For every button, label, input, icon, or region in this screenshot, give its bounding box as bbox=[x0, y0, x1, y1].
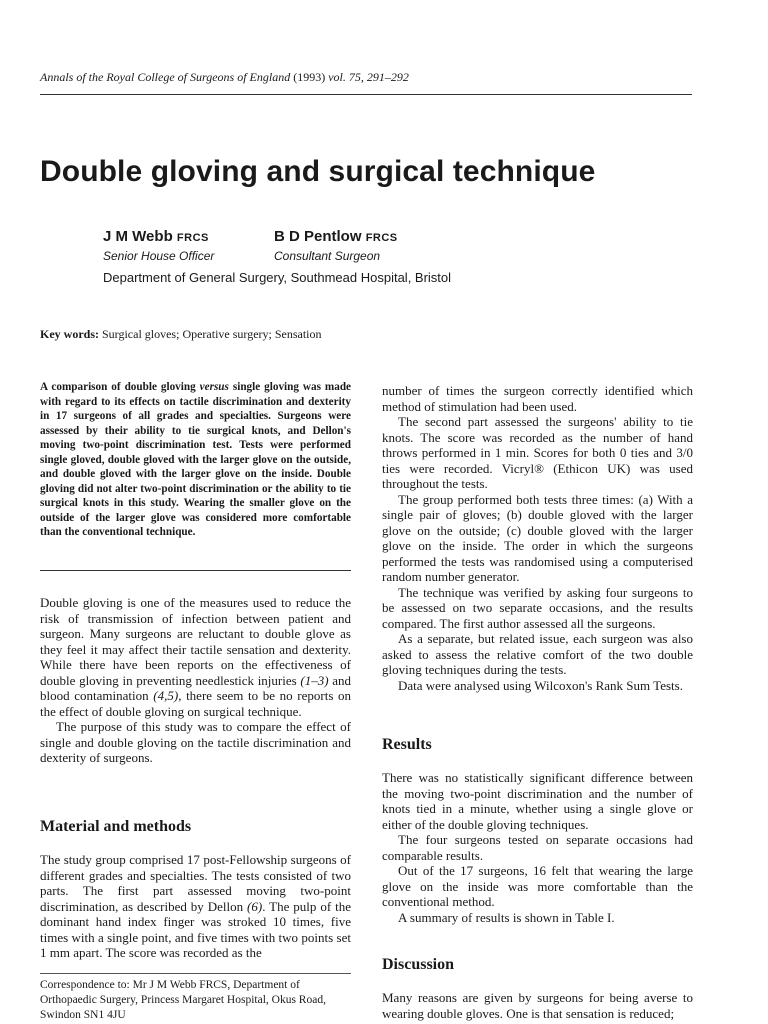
right-paragraph-6: Data were analysed using Wilcoxon's Rank Sum Tests. bbox=[398, 677, 683, 693]
results-paragraph-3: Out of the 17 surgeons, 16 felt that wearing the large glove on the inside was more comfortable than the conventional method. bbox=[382, 863, 693, 909]
abstract-rule bbox=[40, 570, 351, 571]
methods-continued bbox=[382, 383, 693, 693]
abstract-part-a: A comparison of double gloving bbox=[40, 381, 196, 393]
journal-name: Annals of the Royal College of Surgeons of England bbox=[40, 70, 291, 84]
abstract-versus: versus bbox=[199, 381, 229, 393]
results-heading: Results bbox=[382, 736, 432, 753]
right-paragraph-3: The group performed both tests three times: (a) With a single pair of gloves; (b) double gloved with the larger glove on the outside; (c) double gloved with the larger glove on the inside. The order in which the surgeons performed the tests was randomised using a computerised random number generator. bbox=[382, 491, 693, 584]
abstract bbox=[40, 380, 351, 540]
footnote-rule bbox=[40, 973, 351, 974]
author-1 bbox=[103, 228, 214, 263]
citation-4-5: (4,5) bbox=[153, 688, 179, 703]
results-paragraph-1: There was no statistically significant difference between the moving two-point discrimination and the number of knots tied in a minute, whether using a single glove or either of the double gloving techniques. bbox=[382, 770, 693, 832]
correspondence-footnote: Correspondence to: Mr J M Webb FRCS, Department of Orthopaedic Surgery, Princess Margaret Hospital, Okus Road, Swindon SN1 4JU bbox=[40, 979, 326, 1021]
discussion-heading: Discussion bbox=[382, 956, 455, 973]
abstract-part-b: single gloving was made with regard to its effects on tactile discrimination and dexterity in 17 surgeons of all grades and specialties. Surgeons were assessed by their ability to tie surgical knots, and Dellon's moving two-point discrimination test. Tests were performed single gloved, double gloved with the larger glove on the outside, and double gloved with the larger glove on the inside. Double gloving did not alter two-point discrimination or the ability to tie surgical knots in this study. Wearing the smaller glove on the outside of the larger glove was considered more comfortable than the conventional technique. bbox=[40, 381, 352, 538]
author-2-name: B D Pentlow bbox=[274, 228, 362, 245]
results-section bbox=[382, 770, 693, 925]
author-1-role: Senior House Officer bbox=[103, 249, 215, 263]
intro-paragraph-2: The purpose of this study was to compare the effect of single and double gloving on the tactile discrimination and dexterity of surgeons. bbox=[40, 719, 351, 765]
discussion-paragraph-1: Many reasons are given by surgeons for being averse to wearing double gloves. One is that sensation is reduced; bbox=[382, 990, 693, 1021]
introduction bbox=[40, 595, 351, 766]
right-paragraph-2: The second part assessed the surgeons' ability to tie knots. The score was recorded as the number of hand throws performed in 1 min. Scores for both 0 ties and 3/0 ties were recorded. Vicryl® (Ethicon UK) was used throughout the tests. bbox=[382, 414, 693, 491]
citation-6: (6) bbox=[247, 898, 263, 914]
journal-volume: vol. 75, 291–292 bbox=[328, 70, 409, 84]
author-2 bbox=[274, 228, 398, 263]
author-1-name: J M Webb bbox=[103, 228, 173, 245]
results-paragraph-2: The four surgeons tested on separate occasions had comparable results. bbox=[382, 832, 693, 863]
intro-paragraph-1: Double gloving is one of the measures used to reduce the risk of transmission of infection between patient and surgeon. Many surgeons are reluctant to double glove as they feel it may affect their tactile sensation and dexterity. While there have been reports on the effectiveness of double gloving in preventing needlestick injuries (1–3) and blood contamination (4,5), there seem to be no reports on the effect of double gloving on surgical technique. bbox=[40, 595, 352, 719]
journal-citation bbox=[40, 70, 690, 85]
keywords bbox=[40, 327, 322, 342]
methods-heading: Material and methods bbox=[40, 818, 192, 835]
header-rule bbox=[40, 94, 692, 95]
citation-1-3: (1–3) bbox=[300, 672, 329, 688]
right-paragraph-4: The technique was verified by asking four surgeons to be assessed on two separate occasions, and the results compared. The first author assessed all the surgeons. bbox=[382, 584, 693, 631]
methods-paragraph-1: The study group comprised 17 post-Fellowship surgeons of different grades and specialties. The tests consisted of two parts. The first part assessed moving two-point discrimination, as described by Dellon (6). The pulp of the dominant hand index finger was stroked 10 times, five times with a single point, and five times with two points set 1 mm apart. The score was recorded as the bbox=[40, 852, 351, 960]
author-2-degree: FRCS bbox=[365, 232, 398, 244]
results-paragraph-4: A summary of results is shown in Table I. bbox=[398, 909, 615, 925]
author-1-degree: FRCS bbox=[176, 232, 209, 244]
keywords-label: Key words: bbox=[40, 327, 99, 341]
journal-year: (1993) bbox=[293, 70, 326, 84]
methods-section bbox=[40, 852, 351, 961]
department: Department of General Surgery, Southmead Hospital, Bristol bbox=[103, 270, 452, 285]
discussion-section bbox=[382, 990, 693, 1021]
keywords-text: Surgical gloves; Operative surgery; Sensation bbox=[102, 327, 322, 341]
right-paragraph-1: number of times the surgeon correctly identified which method of stimulation had been used. bbox=[382, 383, 693, 414]
author-2-role: Consultant Surgeon bbox=[274, 249, 381, 263]
right-paragraph-5: As a separate, but related issue, each surgeon was also asked to assess the relative comfort of the two double gloving techniques during the tests. bbox=[382, 631, 693, 677]
article-title: Double gloving and surgical technique bbox=[40, 155, 596, 188]
